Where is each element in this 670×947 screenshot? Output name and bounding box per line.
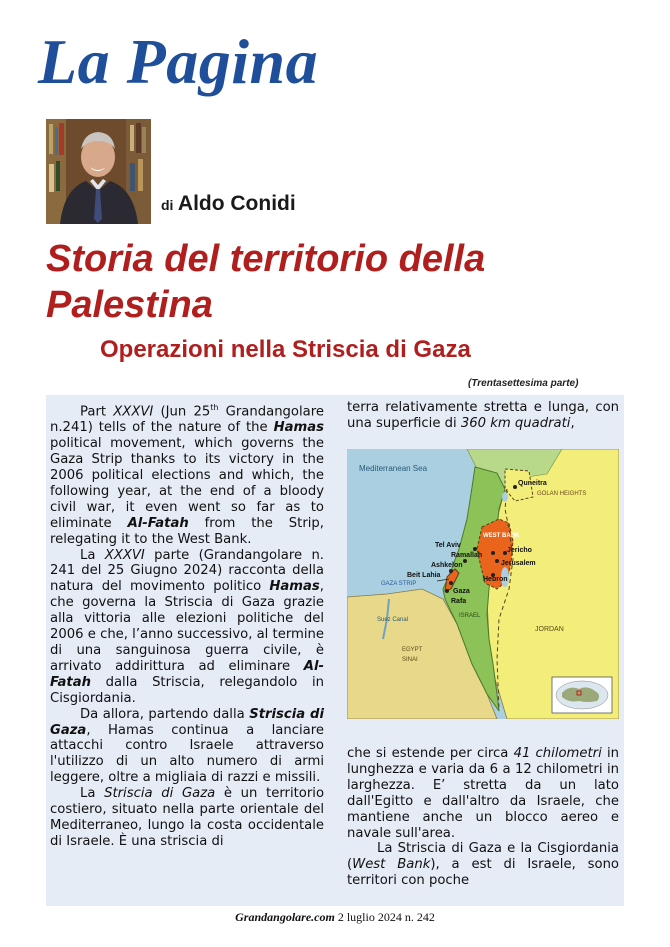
paragraph-continuation: terra relativamente stretta e lunga, con una superficie di 360 km quadrati, (347, 400, 619, 431)
map-label-rafa: Rafa (451, 598, 467, 605)
map-label-ashkelon: Ashkelon (431, 562, 463, 569)
page-footer (0, 910, 670, 925)
map-label-suez: Suez Canal (377, 617, 409, 623)
map-label-egypt: EGYPT (402, 647, 423, 653)
masthead-title: La Pagina (38, 26, 319, 97)
paragraph-territories: La Striscia di Gaza e la Cisgiordania (West Bank), a est di Israele, sono territori con poche (347, 841, 619, 889)
map-label-quneitra: Quneitra (518, 480, 547, 487)
map-label-gaza-strip: GAZA STRIP (381, 581, 417, 587)
map-label-jordan: JORDAN (535, 626, 564, 633)
article-column-right-top (347, 400, 619, 432)
paragraph-gaza-size: che si estende per circa 41 chilometri in lunghezza e varia da 6 a 12 chilometri in larghezza. E’ stretta da un lato dall'Egitto e dall'altro da Israele, che mantiene anche un blocco aereo e navale sull'area. (347, 746, 619, 841)
map-label-golan: GOLAN HEIGHTS (537, 491, 587, 497)
footer-site: Grandangolare.com (235, 910, 335, 924)
map-label-gaza: Gaza (453, 588, 470, 595)
map-label-ramallah: Ramallah (451, 552, 483, 559)
paragraph-gaza-description: La Striscia di Gaza è un territorio costiero, situato nella parte orientale del Mediterraneo, lungo la costa occidentale di Israele. È una striscia di (50, 786, 325, 849)
byline-prefix: di (161, 197, 174, 213)
palestine-map-icon (347, 449, 619, 719)
inset-globe-icon (552, 677, 612, 713)
byline-author: Aldo Conidi (177, 192, 296, 215)
series-label: (Trentasettesima parte) (468, 378, 579, 389)
map-label-sinai: SINAI (402, 657, 418, 663)
footer-issue: 2 luglio 2024 n. 242 (334, 910, 435, 924)
author-photo (46, 119, 151, 224)
map-label-sea: Mediterranean Sea (359, 464, 428, 473)
region-map (347, 449, 619, 719)
paragraph-english: Part XXXVI (Jun 25th Grandangolare n.241) tells of the nature of the Hamas political movement, which governs the Gaza Strip thanks to its victory in the 2006 political elections and which, the following year, at the end of a bloody civil war, it even went so far as to eliminate Al-Fatah from the Strip, relegating it to the West Bank. (50, 403, 324, 547)
author-portrait-icon (46, 119, 151, 224)
map-label-hebron: Hebron (483, 576, 508, 583)
map-label-tel-aviv: Tel Aviv (435, 542, 461, 549)
map-label-jericho: Jericho (507, 547, 532, 554)
article-headline: Storia del territorio della Palestina (46, 238, 486, 326)
article-column-left (50, 400, 324, 850)
map-label-west-bank: WEST BANK (483, 533, 520, 539)
map-label-israel: ISRAEL (459, 613, 481, 619)
paragraph-hamas-attacks: Da allora, partendo dalla Striscia di Gaza, Hamas continua a lanciare attacchi contro Israele attraverso l'utilizzo di un alto numero di armi leggere, oltre a migliaia di razzi e missili. (50, 706, 324, 786)
article-subheadline: Operazioni nella Striscia di Gaza (100, 336, 471, 363)
byline (161, 192, 296, 216)
paragraph-italian-intro: La XXXVI parte (Grandangolare n. 241 del 25 Giugno 2024) racconta della natura del movimento politico Hamas, che governa la Striscia di Gaza grazie alla vittoria alle elezioni politiche del 2006 e che, l’anno successivo, al termine di una sanguinosa guerra civile, è arrivato addirittura ad eliminare Al-Fatah dalla Striscia, relegandolo in Cisgiordania. (50, 547, 325, 706)
article-column-right-bottom (347, 746, 619, 889)
map-label-jerusalem: Jerusalem (501, 560, 536, 567)
map-label-beit-lahia: Beit Lahia (407, 572, 441, 579)
